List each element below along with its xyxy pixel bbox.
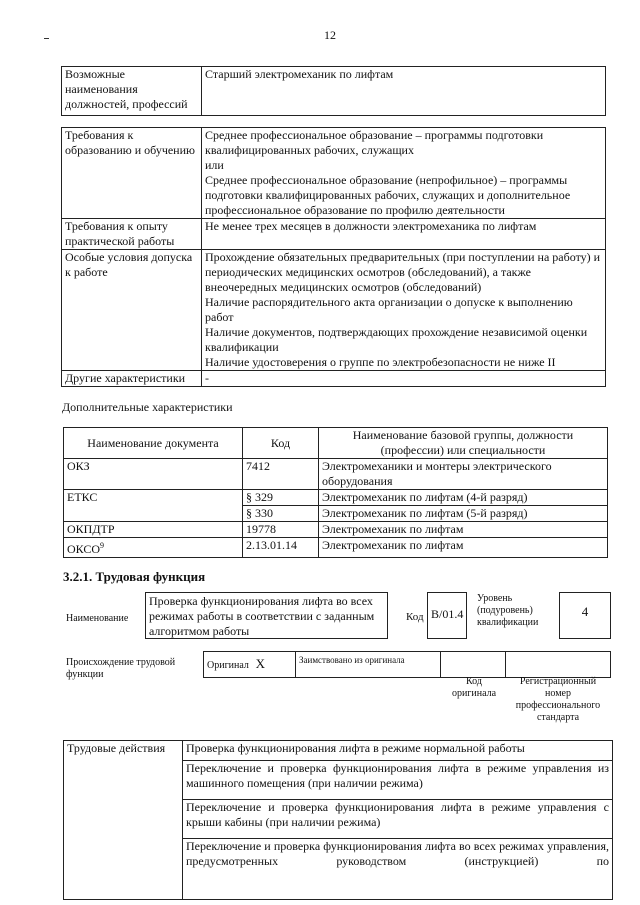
requirement-row-conditions bbox=[62, 250, 606, 371]
table-row bbox=[64, 490, 608, 506]
table-row bbox=[64, 459, 608, 490]
header-document: Наименование документа bbox=[64, 428, 243, 459]
requirement-row-other bbox=[62, 371, 606, 387]
labor-actions-label: Трудовые действия bbox=[64, 741, 183, 900]
scan-mark bbox=[44, 38, 49, 39]
other-value: - bbox=[202, 371, 606, 387]
table-row bbox=[64, 538, 608, 558]
table-row bbox=[64, 522, 608, 538]
conditions-value bbox=[202, 250, 606, 371]
function-code-label: Код bbox=[406, 611, 424, 623]
other-label: Другие характеристики bbox=[62, 371, 202, 387]
code-original-cell bbox=[440, 651, 506, 678]
origin-label: Происхождение трудовой функции bbox=[66, 657, 176, 680]
row-code: § 330 bbox=[243, 506, 319, 522]
conditions-line: Наличие удостоверения о группе по электробезопасности не ниже II bbox=[205, 355, 556, 369]
conditions-line: Наличие распорядительного акта организации о допуске к выполнению работ bbox=[205, 295, 573, 324]
education-value bbox=[202, 128, 606, 219]
qualification-level-label: Уровень (подуровень) квалификации bbox=[477, 593, 539, 628]
row-document bbox=[64, 538, 243, 558]
row-name: Электромеханик по лифтам (5-й разряд) bbox=[319, 506, 608, 522]
borrowed-cell: Заимствовано из оригинала bbox=[295, 651, 441, 678]
additional-header-row bbox=[64, 428, 608, 459]
labor-actions-table bbox=[63, 740, 613, 900]
education-line: или bbox=[205, 158, 224, 172]
education-line: Среднее профессиональное образование – программы подготовки квалифицированных рабочих, служащих bbox=[205, 128, 544, 157]
qualification-level-value: 4 bbox=[559, 592, 611, 639]
row-name: Электромеханик по лифтам (4-й разряд) bbox=[319, 490, 608, 506]
row-code: 7412 bbox=[243, 459, 319, 490]
requirement-row-education bbox=[62, 128, 606, 219]
footnote-ref: 9 bbox=[100, 541, 105, 550]
labor-action-item: Проверка функционирования лифта в режиме нормальной работы bbox=[183, 741, 613, 761]
header-code: Код bbox=[243, 428, 319, 459]
function-name-value: Проверка функционирования лифта во всех режимах работы в соответствии с заданным алгоритмом работы bbox=[145, 592, 388, 639]
original-label: Оригинал bbox=[207, 660, 249, 671]
additional-table bbox=[63, 427, 608, 558]
education-label: Требования к образованию и обучению bbox=[62, 128, 202, 219]
conditions-label: Особые условия допуска к работе bbox=[62, 250, 202, 371]
function-name-label: Наименование bbox=[66, 613, 129, 624]
row-document: ОКПДТР bbox=[64, 522, 243, 538]
conditions-line: Наличие документов, подтверждающих прохождение независимой оценки квалификации bbox=[205, 325, 588, 354]
labor-action-item: Переключение и проверка функционирования лифта в режиме управления из машинного помещения (при наличии режима) bbox=[183, 761, 613, 800]
job-titles-value: Старший электромеханик по лифтам bbox=[202, 67, 606, 116]
row-name: Электромеханик по лифтам bbox=[319, 538, 608, 558]
row-document: ОКЗ bbox=[64, 459, 243, 490]
row-name: Электромеханики и монтеры электрического оборудования bbox=[319, 459, 608, 490]
function-heading: 3.2.1. Трудовая функция bbox=[63, 569, 206, 584]
row-name: Электромеханик по лифтам bbox=[319, 522, 608, 538]
job-titles-label: Возможные наименования должностей, профессий bbox=[62, 67, 202, 116]
experience-label: Требования к опыту практической работы bbox=[62, 219, 202, 250]
labor-action-item: Переключение и проверка функционирования лифта в режиме управления с крыши кабины (при наличии режима) bbox=[183, 800, 613, 839]
row-code: § 329 bbox=[243, 490, 319, 506]
function-code-value: B/01.4 bbox=[427, 592, 467, 639]
row-code: 2.13.01.14 bbox=[243, 538, 319, 558]
original-cell bbox=[203, 651, 296, 678]
original-mark: X bbox=[255, 656, 266, 671]
header-name: Наименование базовой группы, должности (профессии) или специальности bbox=[319, 428, 608, 459]
job-titles-table bbox=[61, 66, 606, 116]
row-code: 19778 bbox=[243, 522, 319, 538]
labor-action-item: Переключение и проверка функционирования лифта во всех режимах управления, предусмотренных руководством (инструкцией) по bbox=[183, 839, 613, 900]
requirement-row-experience bbox=[62, 219, 606, 250]
code-original-label: Код оригинала bbox=[451, 676, 497, 699]
reg-number-cell bbox=[505, 651, 611, 678]
requirements-table bbox=[61, 127, 606, 387]
row-document-text: ОКСО bbox=[67, 542, 101, 556]
page-number: 12 bbox=[324, 28, 336, 42]
additional-heading: Дополнительные характеристики bbox=[62, 400, 233, 414]
education-line: Среднее профессиональное образование (непрофильное) – программы подготовки квалифицированных рабочих, служащих и дополнительное профессиональное образование по профилю деятельности bbox=[205, 173, 571, 217]
conditions-line: Прохождение обязательных предварительных (при поступлении на работу) и периодических медицинских осмотров (обследований), а также внеочередных медицинских осмотров (обследований) bbox=[205, 250, 601, 294]
reg-number-label: Регистрационный номер профессионального стандарта bbox=[515, 676, 601, 723]
row-document: ЕТКС bbox=[64, 490, 243, 522]
experience-value: Не менее трех месяцев в должности электромеханика по лифтам bbox=[202, 219, 606, 250]
